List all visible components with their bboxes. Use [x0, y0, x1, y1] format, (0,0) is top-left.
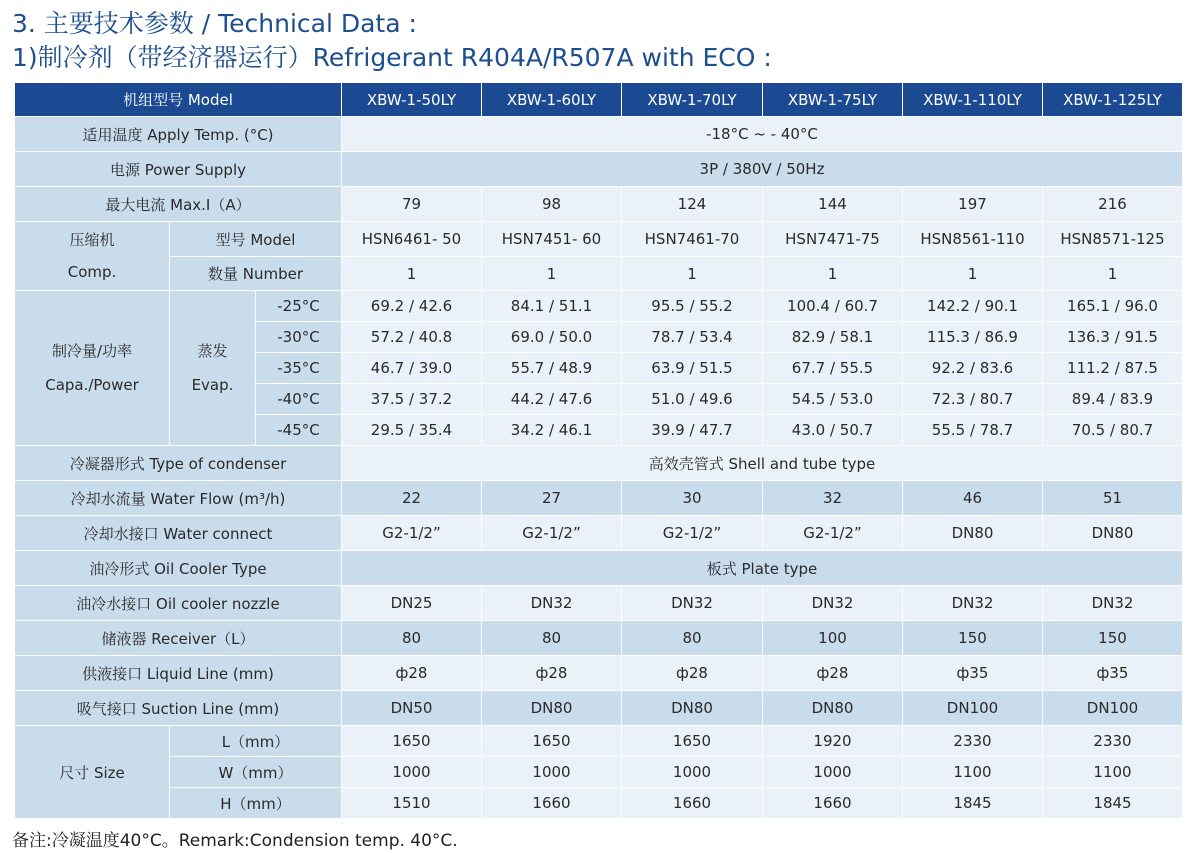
cell-value: ф35	[903, 656, 1043, 691]
dimension-label: W（mm）	[170, 757, 342, 788]
condenser-row	[15, 446, 1183, 481]
cell-value: 51.0 / 49.6	[622, 384, 763, 415]
row-label: 供液接口 Liquid Line (mm)	[15, 656, 342, 691]
evap-temp: -40°C	[256, 384, 342, 415]
cell-value: 高效壳管式 Shell and tube type	[342, 446, 1183, 481]
cell-value: 80	[622, 621, 763, 656]
cell-value: 115.3 / 86.9	[903, 322, 1043, 353]
water-flow-row	[15, 481, 1183, 516]
technical-data-table	[14, 82, 1183, 819]
cell-value: 43.0 / 50.7	[763, 415, 903, 446]
cell-value: 100.4 / 60.7	[763, 291, 903, 322]
cell-value: G2-1/2”	[622, 516, 763, 551]
cell-value: 78.7 / 53.4	[622, 322, 763, 353]
row-label: 型号 Model	[170, 222, 342, 257]
capacity-label-en: Capa./Power	[45, 376, 139, 394]
cell-value: 63.9 / 51.5	[622, 353, 763, 384]
cell-value: HSN7471-75	[763, 222, 903, 257]
apply-temp-row	[15, 117, 1183, 152]
cell-value: DN32	[482, 586, 622, 621]
cell-value: 1	[342, 257, 482, 291]
cell-value: 69.0 / 50.0	[482, 322, 622, 353]
cell-value: 1650	[622, 726, 763, 757]
cell-value: 39.9 / 47.7	[622, 415, 763, 446]
size-row	[15, 788, 1183, 819]
row-label: 储液器 Receiver（L）	[15, 621, 342, 656]
compressor-label-cn: 压缩机	[69, 231, 115, 249]
compressor-label-en: Comp.	[67, 263, 117, 281]
row-label: 油冷水接口 Oil cooler nozzle	[15, 586, 342, 621]
dimension-label: L（mm）	[170, 726, 342, 757]
cell-value: DN50	[342, 691, 482, 726]
cell-value: 80	[342, 621, 482, 656]
cell-value: 84.1 / 51.1	[482, 291, 622, 322]
cell-value: 216	[1043, 187, 1183, 222]
size-row	[15, 757, 1183, 788]
cell-value: 34.2 / 46.1	[482, 415, 622, 446]
size-row	[15, 726, 1183, 757]
section-title: 3. 主要技术参数 / Technical Data :	[12, 9, 417, 38]
cell-value: DN80	[903, 516, 1043, 551]
model-name: XBW-1-75LY	[763, 83, 903, 117]
model-label: 机组型号 Model	[15, 83, 342, 117]
cell-value: 1660	[763, 788, 903, 819]
cell-value: DN80	[1043, 516, 1183, 551]
capacity-label-cn: 制冷量/功率	[51, 342, 133, 360]
cell-value: 1	[622, 257, 763, 291]
evap-temp: -45°C	[256, 415, 342, 446]
cell-value: DN32	[763, 586, 903, 621]
cell-value: 1100	[903, 757, 1043, 788]
model-name: XBW-1-60LY	[482, 83, 622, 117]
cell-value: 3P / 380V / 50Hz	[342, 152, 1183, 187]
cell-value: HSN8571-125	[1043, 222, 1183, 257]
cell-value: 1000	[342, 757, 482, 788]
row-label: 冷凝器形式 Type of condenser	[15, 446, 342, 481]
cell-value: 1	[1043, 257, 1183, 291]
cell-value: 70.5 / 80.7	[1043, 415, 1183, 446]
remark-note: 备注:冷凝温度40°C。Remark:Condension temp. 40°C.	[12, 831, 458, 851]
model-name: XBW-1-70LY	[622, 83, 763, 117]
cell-value: 57.2 / 40.8	[342, 322, 482, 353]
cell-value: 98	[482, 187, 622, 222]
row-label: 油冷形式 Oil Cooler Type	[15, 551, 342, 586]
cell-value: 92.2 / 83.6	[903, 353, 1043, 384]
cell-value: 1000	[763, 757, 903, 788]
cell-value: ф28	[763, 656, 903, 691]
cell-value: 51	[1043, 481, 1183, 516]
cell-value: DN32	[622, 586, 763, 621]
cell-value: 82.9 / 58.1	[763, 322, 903, 353]
cell-value: 27	[482, 481, 622, 516]
cell-value: -18°C ~ - 40°C	[342, 117, 1183, 152]
cell-value: 板式 Plate type	[342, 551, 1183, 586]
capacity-label	[15, 291, 170, 446]
cell-value: HSN6461- 50	[342, 222, 482, 257]
cell-value: 1000	[622, 757, 763, 788]
compressor-model-row	[15, 222, 1183, 257]
cell-value: 136.3 / 91.5	[1043, 322, 1183, 353]
evap-label	[170, 291, 256, 446]
evap-label-en: Evap.	[191, 376, 234, 394]
cell-value: G2-1/2”	[482, 516, 622, 551]
cell-value: 80	[482, 621, 622, 656]
cell-value: HSN7461-70	[622, 222, 763, 257]
cell-value: 54.5 / 53.0	[763, 384, 903, 415]
row-label: 电源 Power Supply	[15, 152, 342, 187]
max-current-row	[15, 187, 1183, 222]
row-label: 冷却水流量 Water Flow (m³/h)	[15, 481, 342, 516]
cell-value: 89.4 / 83.9	[1043, 384, 1183, 415]
cell-value: ф35	[1043, 656, 1183, 691]
compressor-number-row	[15, 257, 1183, 291]
cell-value: 144	[763, 187, 903, 222]
size-label: 尺寸 Size	[15, 726, 170, 819]
cell-value: 2330	[1043, 726, 1183, 757]
cell-value: 37.5 / 37.2	[342, 384, 482, 415]
water-connect-row	[15, 516, 1183, 551]
cell-value: 1660	[482, 788, 622, 819]
cell-value: 1510	[342, 788, 482, 819]
cell-value: G2-1/2”	[763, 516, 903, 551]
oil-cooler-type-row	[15, 551, 1183, 586]
cell-value: DN100	[1043, 691, 1183, 726]
row-label: 吸气接口 Suction Line (mm)	[15, 691, 342, 726]
capacity-row	[15, 291, 1183, 322]
subsection-title: 1)制冷剂（带经济器运行）Refrigerant R404A/R507A with ECO :	[12, 43, 772, 72]
receiver-row	[15, 621, 1183, 656]
cell-value: 1920	[763, 726, 903, 757]
cell-value: 1	[763, 257, 903, 291]
evap-label-cn: 蒸发	[197, 342, 228, 360]
evap-temp: -25°C	[256, 291, 342, 322]
cell-value: 55.5 / 78.7	[903, 415, 1043, 446]
cell-value: 142.2 / 90.1	[903, 291, 1043, 322]
cell-value: 55.7 / 48.9	[482, 353, 622, 384]
cell-value: 1660	[622, 788, 763, 819]
cell-value: 1	[903, 257, 1043, 291]
model-name: XBW-1-50LY	[342, 83, 482, 117]
cell-value: 2330	[903, 726, 1043, 757]
cell-value: 1650	[482, 726, 622, 757]
cell-value: 32	[763, 481, 903, 516]
cell-value: 124	[622, 187, 763, 222]
evap-temp: -30°C	[256, 322, 342, 353]
dimension-label: H（mm）	[170, 788, 342, 819]
cell-value: DN100	[903, 691, 1043, 726]
cell-value: 1845	[1043, 788, 1183, 819]
cell-value: DN32	[1043, 586, 1183, 621]
oil-nozzle-row	[15, 586, 1183, 621]
cell-value: 30	[622, 481, 763, 516]
cell-value: 46.7 / 39.0	[342, 353, 482, 384]
cell-value: HSN7451- 60	[482, 222, 622, 257]
row-label: 适用温度 Apply Temp. (°C)	[15, 117, 342, 152]
cell-value: 72.3 / 80.7	[903, 384, 1043, 415]
cell-value: ф28	[622, 656, 763, 691]
cell-value: 111.2 / 87.5	[1043, 353, 1183, 384]
cell-value: 29.5 / 35.4	[342, 415, 482, 446]
row-label: 数量 Number	[170, 257, 342, 291]
evap-temp: -35°C	[256, 353, 342, 384]
cell-value: 79	[342, 187, 482, 222]
cell-value: 100	[763, 621, 903, 656]
cell-value: 1650	[342, 726, 482, 757]
cell-value: ф28	[482, 656, 622, 691]
cell-value: 46	[903, 481, 1043, 516]
cell-value: DN80	[622, 691, 763, 726]
cell-value: DN32	[903, 586, 1043, 621]
cell-value: DN25	[342, 586, 482, 621]
row-label: 最大电流 Max.I（A）	[15, 187, 342, 222]
cell-value: G2-1/2”	[342, 516, 482, 551]
cell-value: 22	[342, 481, 482, 516]
cell-value: ф28	[342, 656, 482, 691]
liquid-line-row	[15, 656, 1183, 691]
cell-value: DN80	[482, 691, 622, 726]
cell-value: 1	[482, 257, 622, 291]
cell-value: 150	[1043, 621, 1183, 656]
header-row	[15, 83, 1183, 117]
cell-value: 197	[903, 187, 1043, 222]
cell-value: 95.5 / 55.2	[622, 291, 763, 322]
compressor-label	[15, 222, 170, 291]
cell-value: DN80	[763, 691, 903, 726]
cell-value: 165.1 / 96.0	[1043, 291, 1183, 322]
cell-value: 150	[903, 621, 1043, 656]
cell-value: 44.2 / 47.6	[482, 384, 622, 415]
model-name: XBW-1-110LY	[903, 83, 1043, 117]
row-label: 冷却水接口 Water connect	[15, 516, 342, 551]
suction-line-row	[15, 691, 1183, 726]
cell-value: 67.7 / 55.5	[763, 353, 903, 384]
cell-value: 1845	[903, 788, 1043, 819]
cell-value: 1000	[482, 757, 622, 788]
model-name: XBW-1-125LY	[1043, 83, 1183, 117]
cell-value: 1100	[1043, 757, 1183, 788]
power-supply-row	[15, 152, 1183, 187]
cell-value: HSN8561-110	[903, 222, 1043, 257]
cell-value: 69.2 / 42.6	[342, 291, 482, 322]
